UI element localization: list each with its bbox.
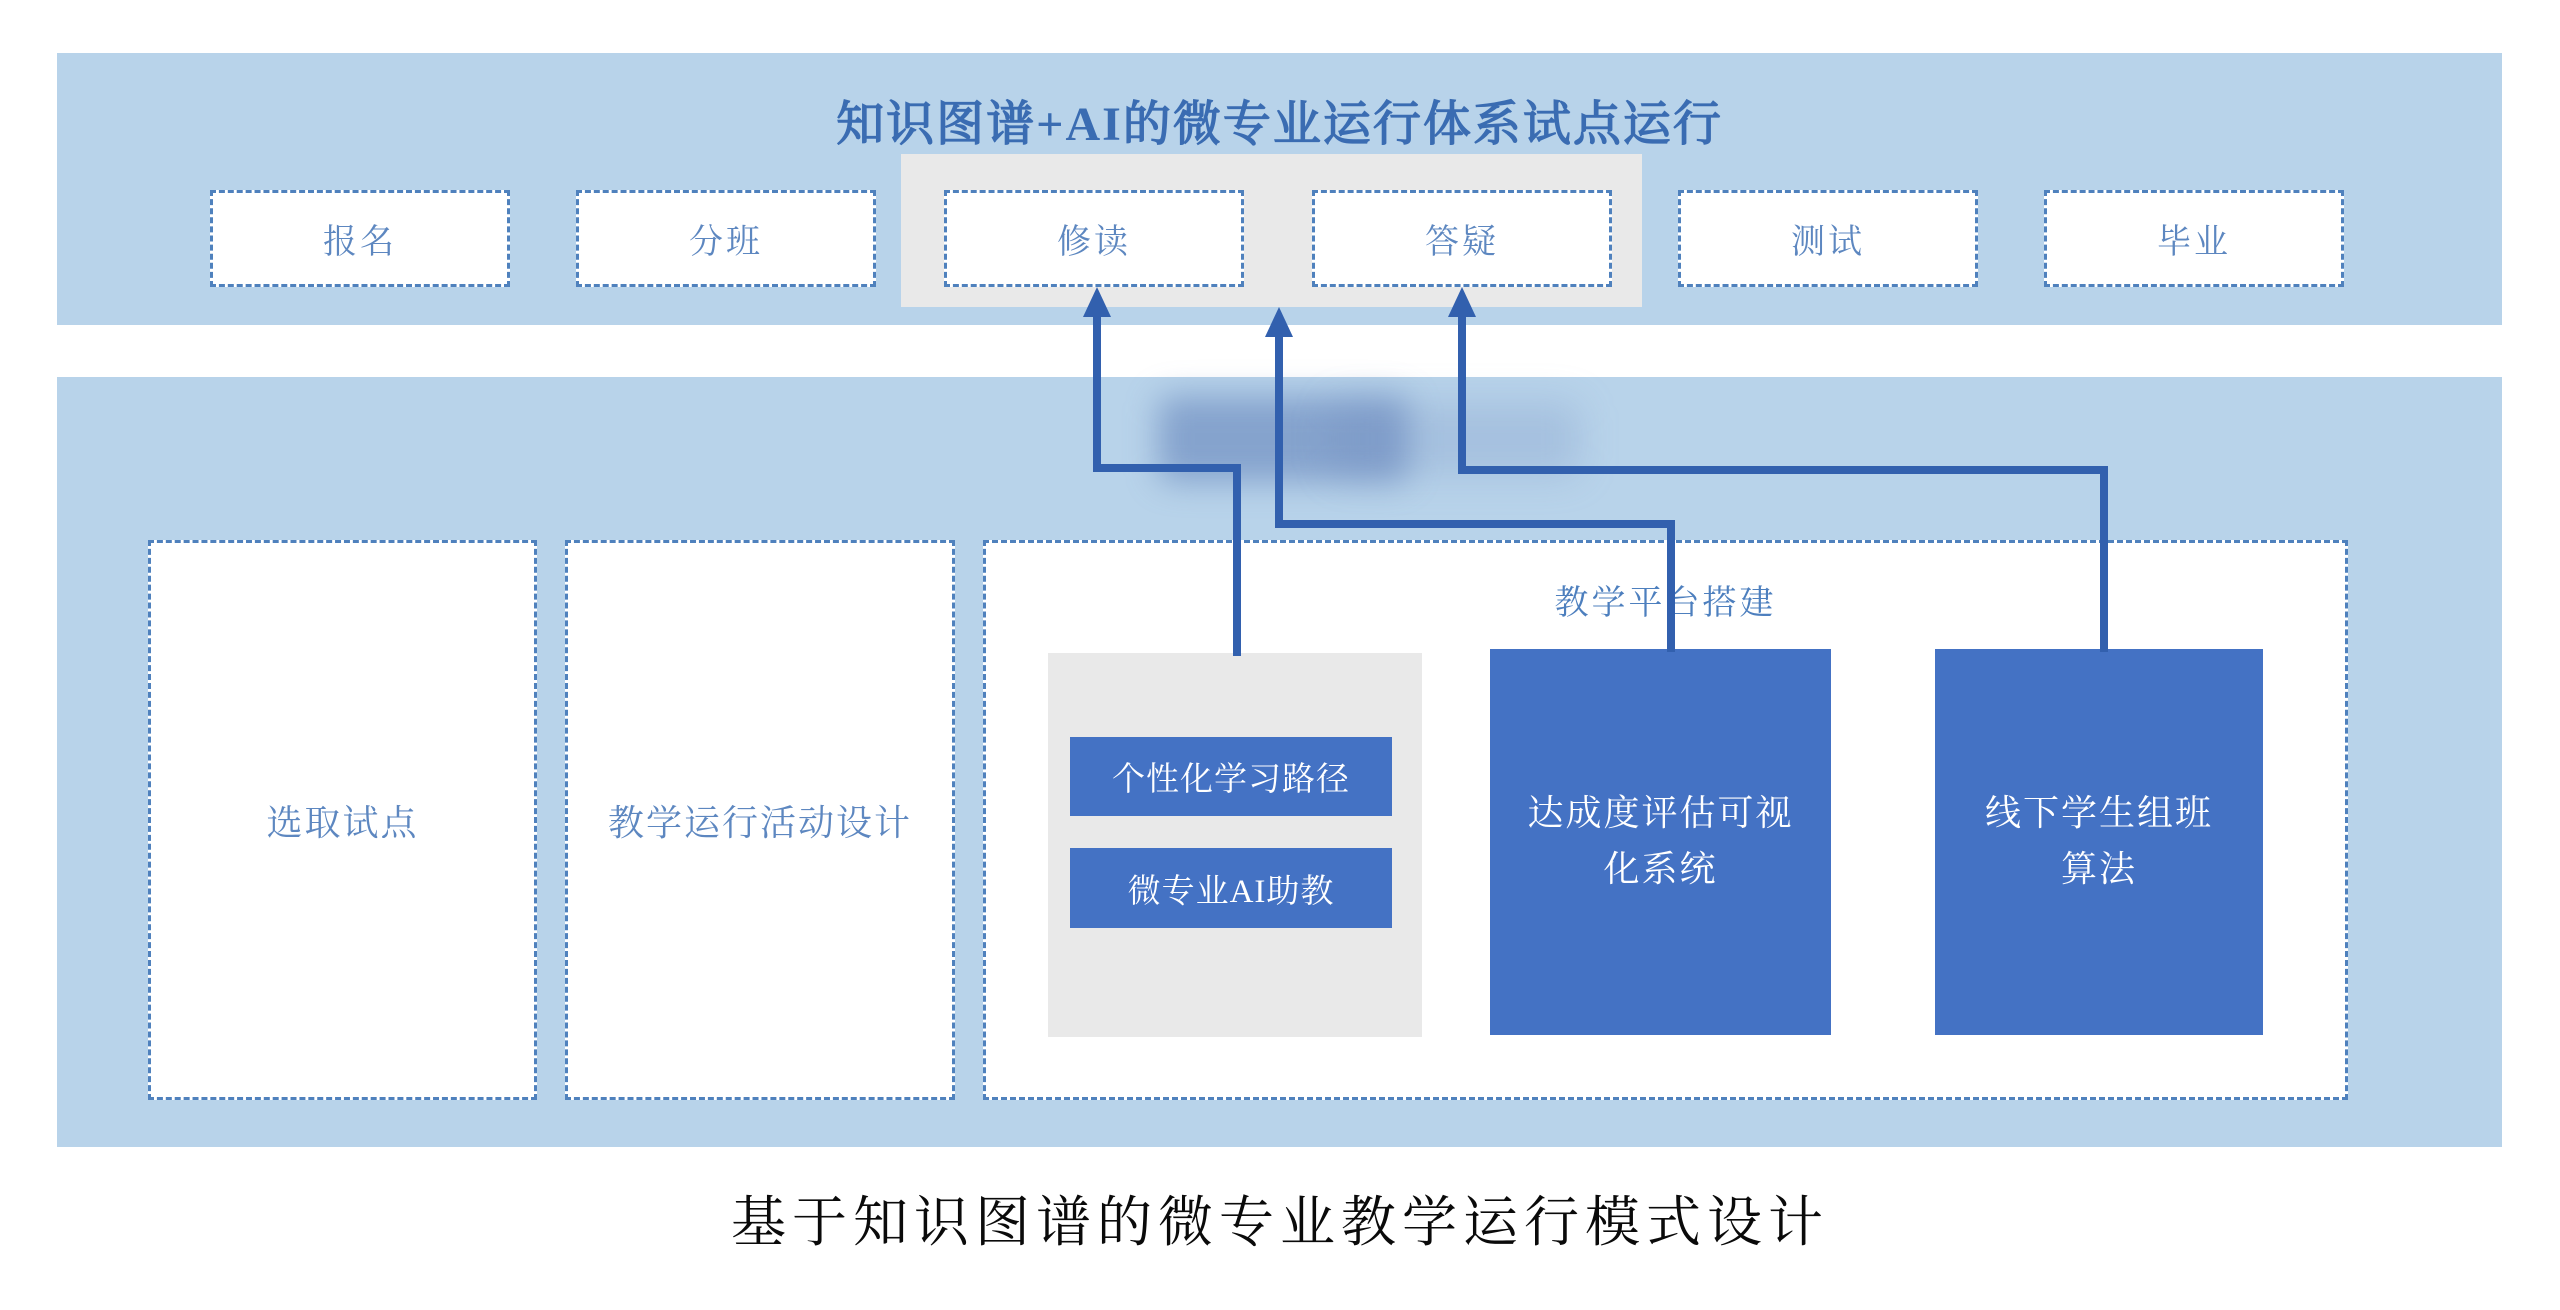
blurred-text-smudge-faint bbox=[1330, 402, 1580, 476]
stage-box-graduation: 毕业 bbox=[2044, 190, 2344, 287]
teaching-activity-design-box bbox=[565, 540, 955, 1100]
offline-grouping-box bbox=[1935, 649, 2263, 1035]
offline-grouping-line1: 线下学生组班 bbox=[1984, 793, 2213, 834]
achievement-visualization-line2: 化系统 bbox=[1603, 849, 1718, 889]
stage-box-qa: 答疑 bbox=[1312, 190, 1612, 287]
ai-assistant-box: 微专业AI助教 bbox=[1070, 848, 1392, 928]
achievement-visualization-box bbox=[1490, 649, 1831, 1035]
select-pilot-box bbox=[148, 540, 537, 1100]
teaching-activity-design-label: 教学运行活动设计 bbox=[607, 802, 912, 843]
stage-box-class-assignment: 分班 bbox=[576, 190, 876, 287]
stage-box-signup: 报名 bbox=[210, 190, 510, 287]
figure-caption: 基于知识图谱的微专业教学运行模式设计 bbox=[730, 1192, 1829, 1253]
achievement-visualization-line1: 达成度评估可视 bbox=[1527, 793, 1794, 834]
teaching-platform-title: 教学平台搭建 bbox=[1554, 585, 1777, 622]
offline-grouping-line2: 算法 bbox=[2060, 849, 2137, 889]
select-pilot-label: 选取试点 bbox=[266, 802, 419, 843]
ai-tools-group-box bbox=[1048, 653, 1422, 1037]
stage-box-test: 测试 bbox=[1678, 190, 1978, 287]
stage-box-study: 修读 bbox=[944, 190, 1244, 287]
banner-title: 知识图谱+AI的微专业运行体系试点运行 bbox=[836, 98, 1723, 151]
personalized-path-box: 个性化学习路径 bbox=[1070, 737, 1392, 816]
